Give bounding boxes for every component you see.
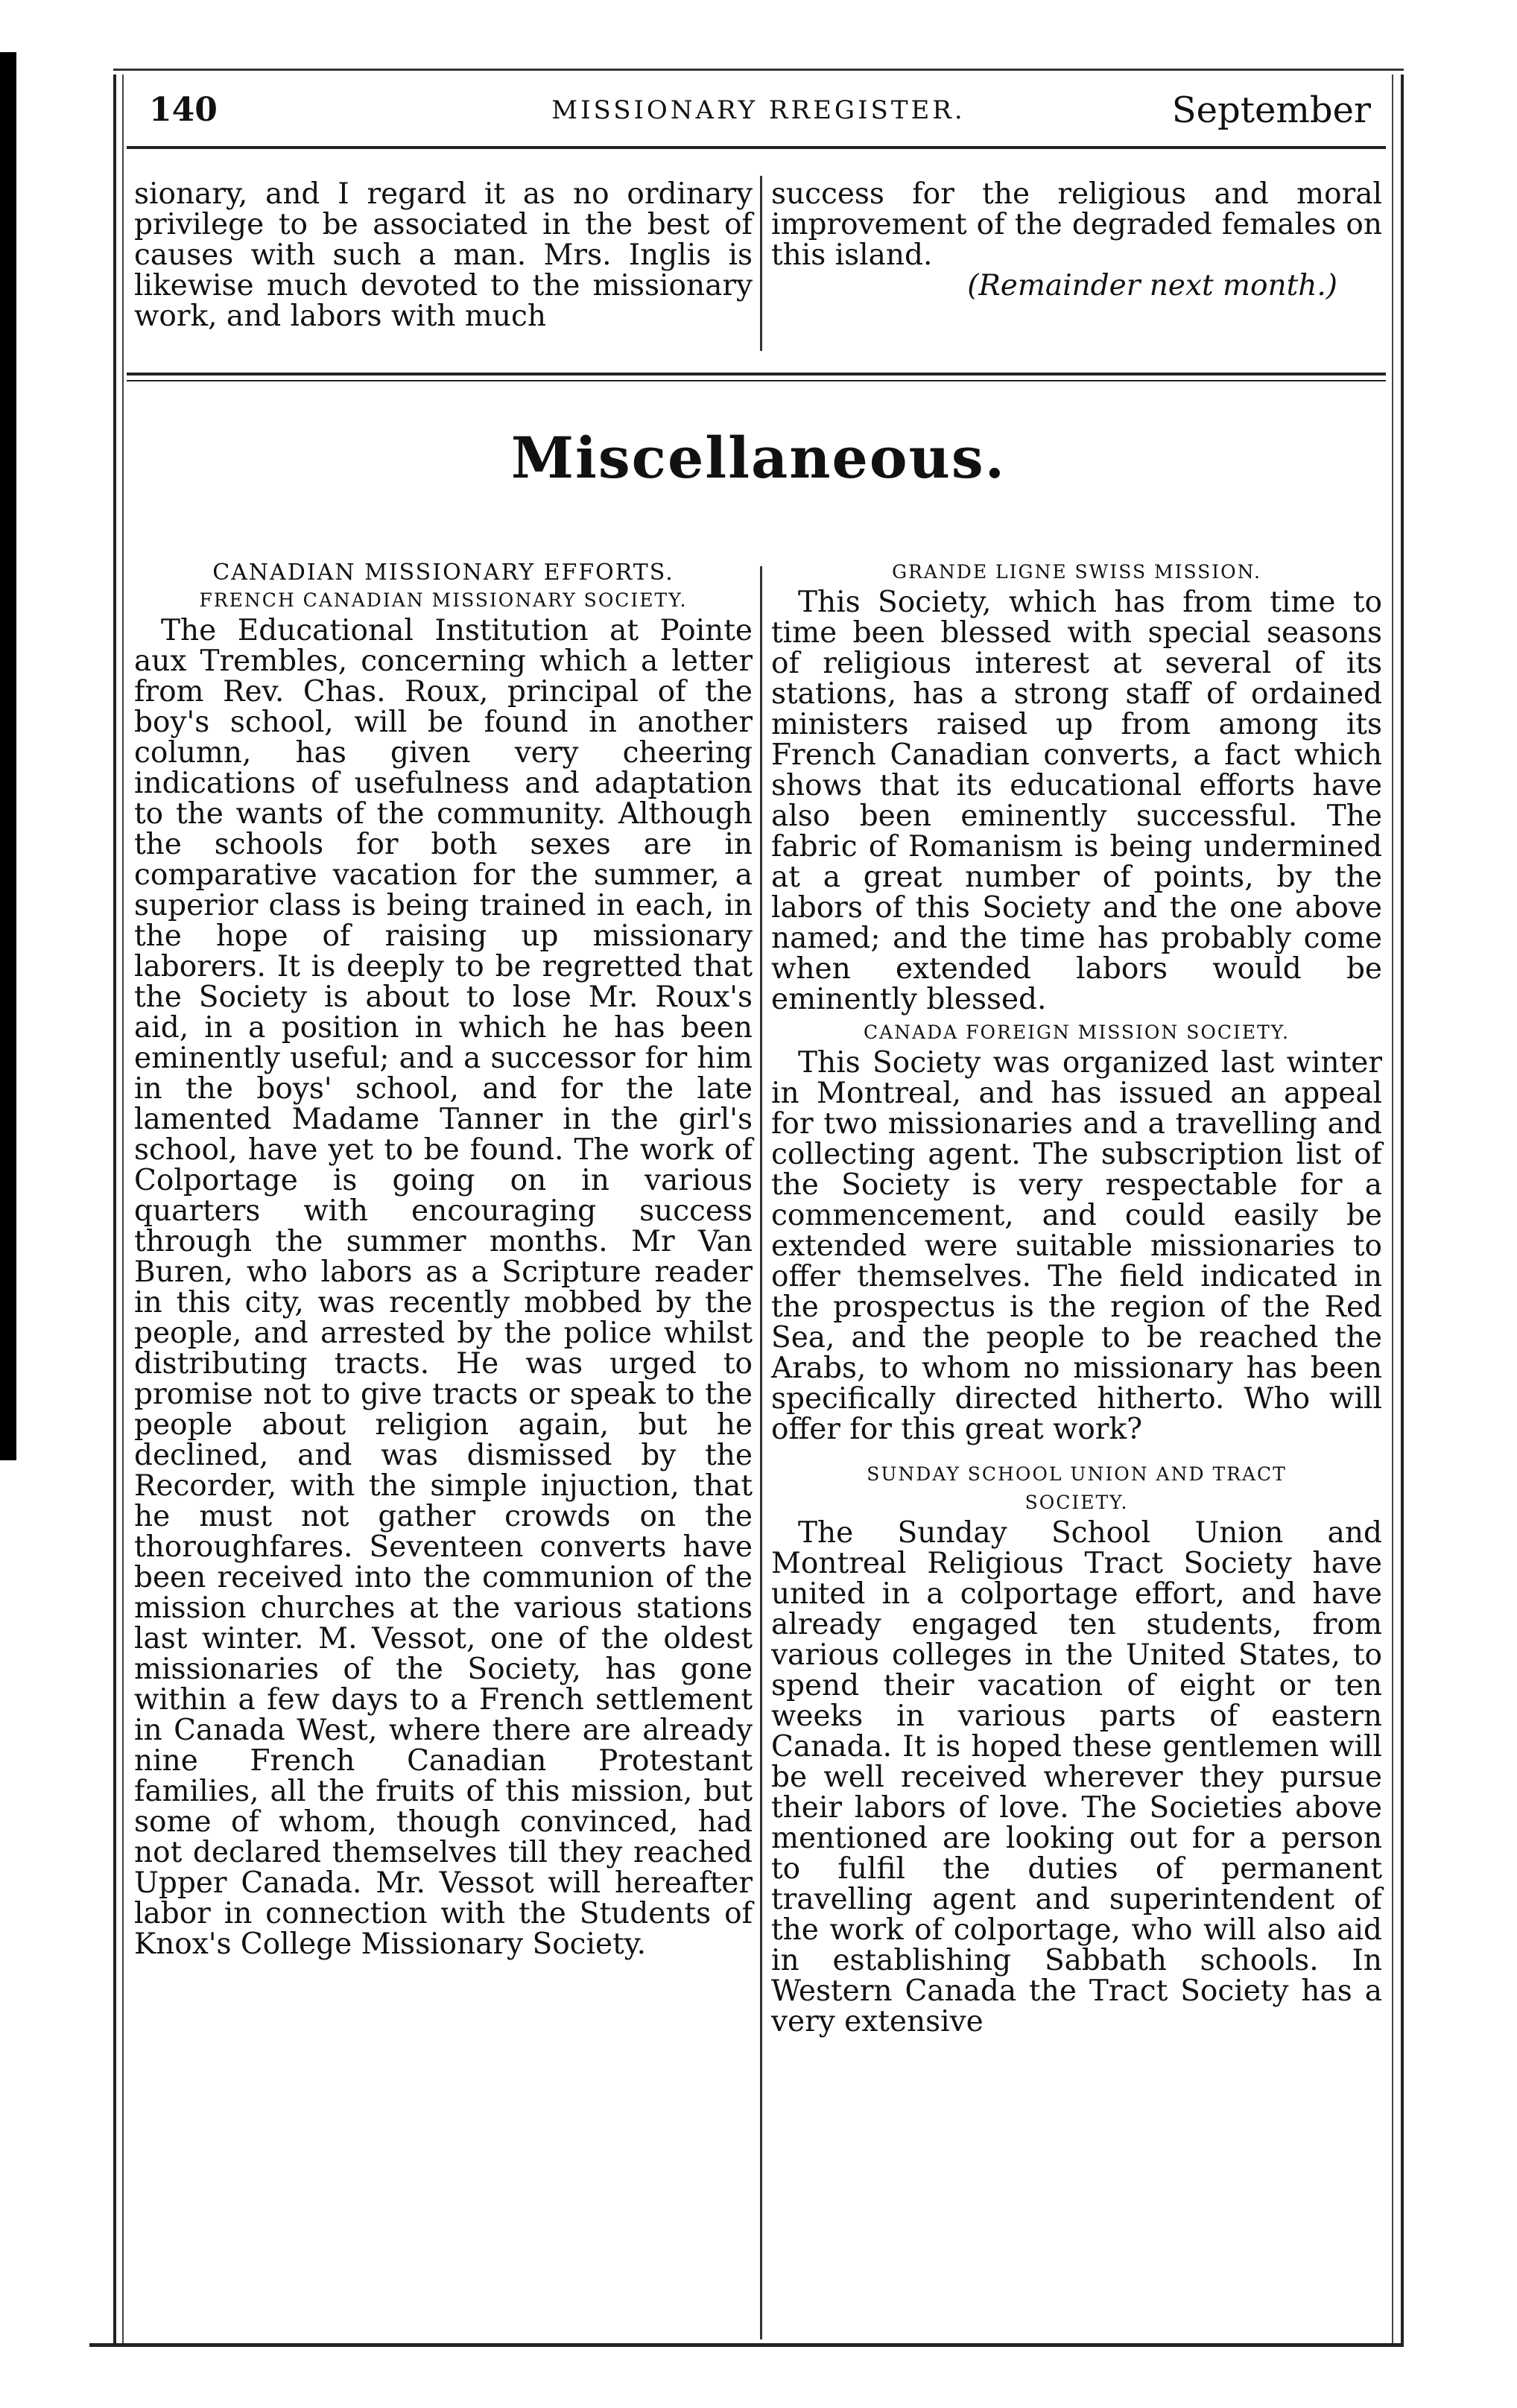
continued-right-text: success for the religious and moral improvement of the degraded females on this island.	[771, 177, 1382, 272]
canadian-heading: CANADIAN MISSIONARY EFFORTS.	[212, 560, 674, 586]
running-title: MISSIONARY RREGISTER.	[551, 95, 966, 125]
top-column-divider	[760, 176, 762, 351]
left-column	[134, 559, 753, 2332]
sunday-school-body: The Sunday School Union and Montreal Religious Tract Society have united in a colportage effort, and have already engaged ten students, from various colleges in the United States, to spend their vacation of eight or ten weeks in various parts of eastern Canada. It is hoped these gentlemen will be well received wherever they pursue their labors of love. The Societies above mentioned are looking out for a person to fulfil the duties of permanent travelling agent and superintendent of the work of colportage, who will also aid in establishing Sabbath schools. In Western Canada the Tract Society has a very extensive	[771, 1516, 1382, 2038]
frame-top-line	[113, 69, 1404, 71]
canada-foreign-heading: CANADA FOREIGN MISSION SOCIETY.	[864, 1021, 1290, 1043]
grande-ligne-body: This Society, which has from time to time been blessed with special seasons of religious interest at several of its stations, has a strong staff of ordained ministers raised up from among its French Canadian converts, a fact which shows that its educational efforts have also been eminently successful. The fabric of Romanism is being undermined at a great number of points, by the labors of this Society and the one above named; and the time has probably come when extended labors would be eminently blessed.	[771, 586, 1382, 1016]
frame-left-inner-line	[122, 75, 124, 2343]
main-column-divider	[760, 566, 762, 2339]
section-rule-top	[127, 373, 1386, 376]
scan-edge-bar	[0, 52, 16, 1460]
section-rule-top-thin	[127, 380, 1386, 381]
sunday-school-heading-line2: SOCIETY.	[1024, 1492, 1129, 1513]
frame-bottom-line	[89, 2343, 1404, 2347]
canada-foreign-body: This Society was organized last winter in Montreal, and has issued an appeal for two missionaries and a travelling and collecting agent. The subscription list of the Society is very respectable for a commencement, and could easily be extended were suitable missionaries to offer themselves. The field indicated in the prospectus is the region of the Red Sea, and the people to be reached the Arabs, to whom no missionary has been specifically directed hitherto. Who will offer for this great work?	[771, 1046, 1382, 1446]
canadian-subheading: FRENCH CANADIAN MISSIONARY SOCIETY.	[199, 589, 688, 611]
canadian-body: The Educational Institution at Pointe aux Trembles, concerning which a letter from Rev. Chas. Roux, principal of the boy's school, will be found in another column, has given very cheering indications of usefulness and adaptation to the wants of the community. Although the schools for both sexes are in comparative vacation for the summer, a superior class is being trained in each, in the hope of raising up missionary laborers. It is deeply to be regretted that the Society is about to lose Mr. Roux's aid, in a position in which he has been eminently useful; and a successor for him in the boys' school, and for the late lamented Madame Tanner in the girl's school, have yet to be found. The work of Colportage is going on in various quarters with encouraging success through the summer months. Mr Van Buren, who labors as a Scripture reader in this city, was recently mobbed by the people, and arrested by the police whilst distributing tracts. He was urged to promise not to give tracts or speak to the people about religion again, but he declined, and was dismissed by the Recorder, with the simple injuction, that he must not gather crowds on the thoroughfares. Seventeen converts have been received into the communion of the mission churches at the various stations last winter. M. Vessot, one of the oldest missionaries of the Society, has gone within a few days to a French settlement in Canada West, where there are already nine French Canadian Protestant families, all the fruits of this mission, but some of whom, though convinced, had not declared themselves till they reached Upper Canada. Mr. Vessot will hereafter labor in connection with the Students of Knox's College Missionary Society.	[134, 614, 753, 1961]
right-column	[771, 559, 1382, 2332]
frame-left-line	[113, 75, 116, 2343]
frame-right-line	[1401, 75, 1404, 2343]
continued-right-column	[771, 179, 1382, 350]
continued-left-column	[134, 179, 753, 350]
frame-right-inner-line	[1392, 75, 1393, 2343]
section-title: Miscellaneous.	[510, 425, 1007, 491]
continued-left-text: sionary, and I regard it as no ordinary privilege to be associated in the best of causes with such a man. Mrs. Inglis is likewise much devoted to the missionary work, and labors with much	[134, 177, 753, 333]
remainder-note: (Remainder next month.)	[967, 269, 1337, 302]
page-number: 140	[149, 91, 218, 129]
sunday-school-heading-line1: SUNDAY SCHOOL UNION AND TRACT	[867, 1463, 1287, 1485]
grande-ligne-heading: GRANDE LIGNE SWISS MISSION.	[892, 561, 1261, 583]
running-month: September	[1171, 89, 1371, 131]
header-rule	[127, 146, 1386, 149]
